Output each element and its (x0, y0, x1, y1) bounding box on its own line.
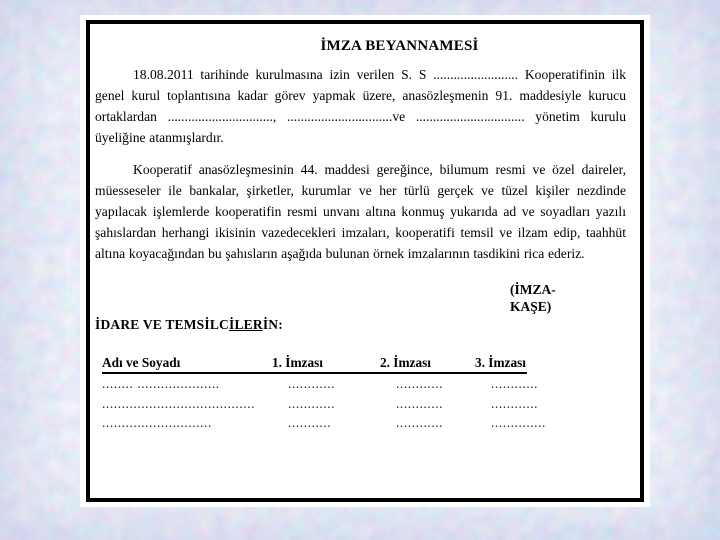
column-header-signature-2: 2. İmzası (380, 355, 431, 370)
document-title: İMZA BEYANNAMESİ (320, 38, 479, 54)
column-header-signature-3: 3. İmzası (475, 355, 526, 370)
section-heading-prefix: İDARE VE TEMSİLC (95, 317, 229, 332)
name-dotted-line: ........ ..................... (102, 376, 220, 391)
signature-2-dotted-line: ............ (396, 376, 444, 391)
paragraph-authorization: Kooperatif anasözleşmesinin 44. maddesi gereğince, bilumum resmi ve özel daireler, müesseseler ile bankalar, şirketler, kurumlar ve her türlü gerçek ve tüzel kişiler nezdinde yapılacak işlemlerde kooperatifin resmi unvanı altına konmuş yukarıda ad ve soyadları yazılı şahıslardan herhangi ikisinin vazedecekleri imzaları, kooperatifi temsil ve ilzam edip, taahhüt altına koyacağından bu şahısların aşağıda bulunan örnek imzalarının tasdikini rica ederiz. (95, 162, 626, 261)
signature-3-dotted-line: .............. (491, 415, 546, 430)
signature-1-dotted-line: ............ (288, 395, 336, 411)
section-heading-representatives (95, 317, 626, 333)
signature-3-dotted-line: ............ (491, 376, 539, 391)
signature-table-row (102, 413, 546, 433)
column-header-signature-1: 1. İmzası (272, 355, 323, 370)
section-heading-suffix: İN: (262, 317, 283, 332)
stamp-placeholder (510, 281, 626, 315)
signature-1-dotted-line: ........... (288, 415, 332, 430)
section-heading-underlined-part: İLER (229, 317, 263, 332)
stamp-line-2: KAŞE) (510, 299, 552, 314)
column-header-name: Adı ve Soyadı (102, 355, 181, 370)
document-border-frame (86, 20, 644, 502)
name-dotted-line: ....................................... (102, 395, 256, 411)
paragraph-establishment: 18.08.2011 tarihinde kurulmasına izin verilen S. S ......................... Kooperatifinin ilk genel kurul toplantısına kadar görev yapmak üzere, anasözleşmenin 91. maddesiyle kurucu ortaklardan ..............................., ...............................ve ................................ yönetim kurulu üyeliğine atanmışlardır. (95, 67, 626, 145)
signature-table-header-row (102, 355, 527, 374)
signature-2-dotted-line: ............ (396, 395, 444, 411)
signature-table (102, 355, 546, 433)
signature-2-dotted-line: ............ (396, 415, 444, 430)
document-page (80, 15, 650, 507)
stamp-line-1: (İMZA- (510, 282, 556, 297)
signature-3-dotted-line: ............ (491, 395, 539, 411)
signature-table-row (102, 394, 539, 414)
signature-1-dotted-line: ............ (288, 376, 336, 391)
name-dotted-line: ............................ (102, 415, 212, 430)
signature-table-row (102, 374, 539, 394)
